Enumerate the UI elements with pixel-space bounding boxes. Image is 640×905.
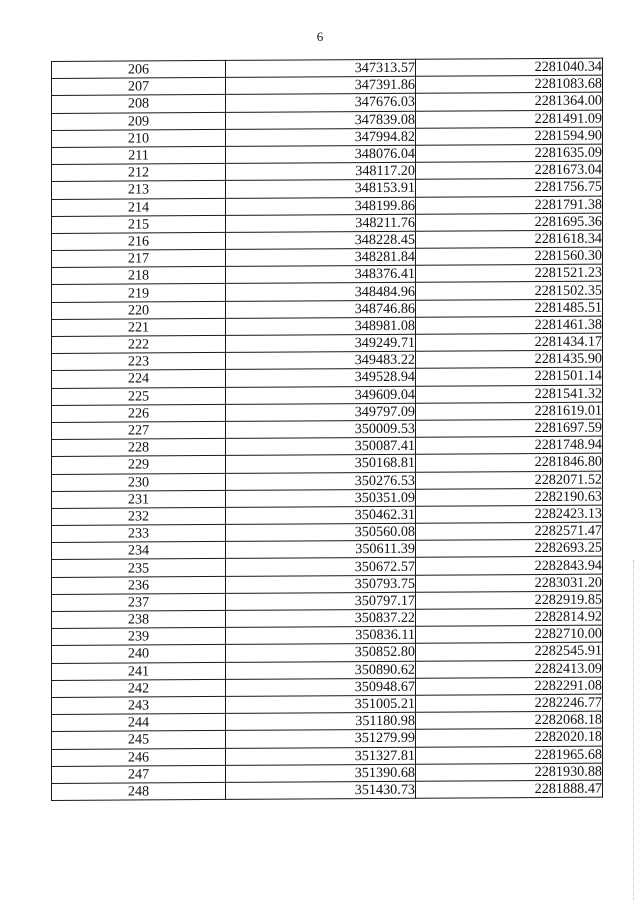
x-coordinate-cell: 350672.57 bbox=[226, 558, 416, 576]
x-coordinate-cell: 348228.45 bbox=[226, 231, 416, 249]
y-coordinate-cell: 2282190.63 bbox=[416, 488, 603, 506]
x-coordinate-cell: 351180.98 bbox=[226, 712, 416, 730]
x-coordinate-cell: 350276.53 bbox=[226, 472, 416, 490]
y-coordinate-cell: 2282068.18 bbox=[416, 711, 603, 729]
point-number-cell: 239 bbox=[52, 628, 226, 646]
x-coordinate-cell: 348981.08 bbox=[226, 317, 416, 335]
y-coordinate-cell: 2281502.35 bbox=[416, 282, 603, 300]
x-coordinate-cell: 348199.86 bbox=[226, 197, 416, 215]
y-coordinate-cell: 2281501.14 bbox=[416, 368, 603, 386]
y-coordinate-cell: 2281434.17 bbox=[416, 333, 603, 351]
point-number-cell: 217 bbox=[52, 249, 226, 267]
x-coordinate-cell: 348153.91 bbox=[226, 180, 416, 198]
y-coordinate-cell: 2281560.30 bbox=[416, 247, 603, 265]
x-coordinate-cell: 347313.57 bbox=[226, 59, 416, 77]
point-number-cell: 209 bbox=[52, 112, 226, 130]
y-coordinate-cell: 2281541.32 bbox=[416, 385, 603, 403]
point-number-cell: 243 bbox=[52, 696, 226, 714]
x-coordinate-cell: 347676.03 bbox=[226, 94, 416, 112]
y-coordinate-cell: 2281040.34 bbox=[416, 58, 603, 76]
y-coordinate-cell: 2281756.75 bbox=[416, 178, 603, 196]
x-coordinate-cell: 351430.73 bbox=[226, 781, 416, 799]
y-coordinate-cell: 2281965.68 bbox=[416, 746, 603, 764]
y-coordinate-cell: 2282919.85 bbox=[416, 591, 603, 609]
point-number-cell: 224 bbox=[52, 370, 226, 388]
x-coordinate-cell: 348117.20 bbox=[226, 162, 416, 180]
y-coordinate-cell: 2282843.94 bbox=[416, 557, 603, 575]
x-coordinate-cell: 348076.04 bbox=[226, 145, 416, 163]
y-coordinate-cell: 2281695.36 bbox=[416, 213, 603, 231]
page-number: 6 bbox=[316, 29, 324, 44]
point-number-cell: 211 bbox=[52, 146, 226, 164]
x-coordinate-cell: 347994.82 bbox=[226, 128, 416, 146]
point-number-cell: 213 bbox=[52, 181, 226, 199]
y-coordinate-cell: 2282413.09 bbox=[416, 660, 603, 678]
y-coordinate-cell: 2282693.25 bbox=[416, 539, 603, 557]
x-coordinate-cell: 350611.39 bbox=[226, 541, 416, 559]
point-number-cell: 241 bbox=[52, 662, 226, 680]
y-coordinate-cell: 2281846.80 bbox=[416, 453, 603, 471]
y-coordinate-cell: 2281491.09 bbox=[416, 110, 603, 128]
y-coordinate-cell: 2281083.68 bbox=[416, 75, 603, 93]
x-coordinate-cell: 349528.94 bbox=[226, 369, 416, 387]
point-number-cell: 218 bbox=[52, 267, 226, 285]
x-coordinate-cell: 350948.67 bbox=[226, 678, 416, 696]
y-coordinate-cell: 2281673.04 bbox=[416, 161, 603, 179]
point-number-cell: 227 bbox=[52, 421, 226, 439]
x-coordinate-cell: 349609.04 bbox=[226, 386, 416, 404]
point-number-cell: 244 bbox=[52, 714, 226, 732]
y-coordinate-cell: 2281364.00 bbox=[416, 93, 603, 111]
point-number-cell: 216 bbox=[52, 232, 226, 250]
point-number-cell: 235 bbox=[52, 559, 226, 577]
point-number-cell: 230 bbox=[52, 473, 226, 491]
x-coordinate-cell: 348281.84 bbox=[226, 248, 416, 266]
point-number-cell: 212 bbox=[52, 164, 226, 182]
y-coordinate-cell: 2281930.88 bbox=[416, 763, 603, 781]
point-number-cell: 245 bbox=[52, 731, 226, 749]
x-coordinate-cell: 350087.41 bbox=[226, 437, 416, 455]
x-coordinate-cell: 350560.08 bbox=[226, 523, 416, 541]
y-coordinate-cell: 2281635.09 bbox=[416, 144, 603, 162]
x-coordinate-cell: 347839.08 bbox=[226, 111, 416, 129]
x-coordinate-cell: 351390.68 bbox=[226, 764, 416, 782]
point-number-cell: 221 bbox=[52, 318, 226, 336]
x-coordinate-cell: 348484.96 bbox=[226, 283, 416, 301]
point-number-cell: 231 bbox=[52, 490, 226, 508]
y-coordinate-cell: 2281521.23 bbox=[416, 264, 603, 282]
y-coordinate-cell: 2281461.38 bbox=[416, 316, 603, 334]
scan-margin-artifact bbox=[632, 560, 634, 900]
point-number-cell: 242 bbox=[52, 679, 226, 697]
x-coordinate-cell: 350836.11 bbox=[226, 626, 416, 644]
x-coordinate-cell: 350797.17 bbox=[226, 592, 416, 610]
x-coordinate-cell: 351327.81 bbox=[226, 747, 416, 765]
y-coordinate-cell: 2281791.38 bbox=[416, 196, 603, 214]
x-coordinate-cell: 350890.62 bbox=[226, 661, 416, 679]
point-number-cell: 229 bbox=[52, 456, 226, 474]
y-coordinate-cell: 2282710.00 bbox=[416, 625, 603, 643]
x-coordinate-cell: 348746.86 bbox=[226, 300, 416, 318]
point-number-cell: 234 bbox=[52, 542, 226, 560]
point-number-cell: 238 bbox=[52, 610, 226, 628]
point-number-cell: 228 bbox=[52, 439, 226, 457]
point-number-cell: 236 bbox=[52, 576, 226, 594]
x-coordinate-cell: 350462.31 bbox=[226, 506, 416, 524]
point-number-cell: 226 bbox=[52, 404, 226, 422]
x-coordinate-cell: 350351.09 bbox=[226, 489, 416, 507]
coordinates-table bbox=[51, 58, 603, 801]
x-coordinate-cell: 348376.41 bbox=[226, 266, 416, 284]
point-number-cell: 223 bbox=[52, 353, 226, 371]
y-coordinate-cell: 2282814.92 bbox=[416, 608, 603, 626]
point-number-cell: 206 bbox=[52, 60, 226, 78]
y-coordinate-cell: 2282246.77 bbox=[416, 694, 603, 712]
x-coordinate-cell: 350009.53 bbox=[226, 420, 416, 438]
y-coordinate-cell: 2281485.51 bbox=[416, 299, 603, 317]
y-coordinate-cell: 2282291.08 bbox=[416, 677, 603, 695]
y-coordinate-cell: 2282071.52 bbox=[416, 471, 603, 489]
x-coordinate-cell: 350852.80 bbox=[226, 644, 416, 662]
point-number-cell: 215 bbox=[52, 215, 226, 233]
y-coordinate-cell: 2282571.47 bbox=[416, 522, 603, 540]
y-coordinate-cell: 2281619.01 bbox=[416, 402, 603, 420]
x-coordinate-cell: 350837.22 bbox=[226, 609, 416, 627]
point-number-cell: 208 bbox=[52, 95, 226, 113]
point-number-cell: 225 bbox=[52, 387, 226, 405]
point-number-cell: 246 bbox=[52, 748, 226, 766]
point-number-cell: 248 bbox=[52, 782, 226, 800]
y-coordinate-cell: 2281697.59 bbox=[416, 419, 603, 437]
y-coordinate-cell: 2282545.91 bbox=[416, 643, 603, 661]
y-coordinate-cell: 2281594.90 bbox=[416, 127, 603, 145]
x-coordinate-cell: 351279.99 bbox=[226, 730, 416, 748]
x-coordinate-cell: 351005.21 bbox=[226, 695, 416, 713]
y-coordinate-cell: 2281435.90 bbox=[416, 350, 603, 368]
x-coordinate-cell: 347391.86 bbox=[226, 76, 416, 94]
x-coordinate-cell: 349249.71 bbox=[226, 334, 416, 352]
y-coordinate-cell: 2281748.94 bbox=[416, 436, 603, 454]
x-coordinate-cell: 349483.22 bbox=[226, 351, 416, 369]
x-coordinate-cell: 350168.81 bbox=[226, 455, 416, 473]
table-row bbox=[52, 780, 603, 801]
coordinates-table-body bbox=[52, 58, 603, 800]
point-number-cell: 219 bbox=[52, 284, 226, 302]
point-number-cell: 237 bbox=[52, 593, 226, 611]
y-coordinate-cell: 2283031.20 bbox=[416, 574, 603, 592]
point-number-cell: 207 bbox=[52, 78, 226, 96]
y-coordinate-cell: 2281618.34 bbox=[416, 230, 603, 248]
point-number-cell: 232 bbox=[52, 507, 226, 525]
x-coordinate-cell: 349797.09 bbox=[226, 403, 416, 421]
point-number-cell: 214 bbox=[52, 198, 226, 216]
x-coordinate-cell: 348211.76 bbox=[226, 214, 416, 232]
x-coordinate-cell: 350793.75 bbox=[226, 575, 416, 593]
y-coordinate-cell: 2281888.47 bbox=[416, 780, 603, 798]
y-coordinate-cell: 2282423.13 bbox=[416, 505, 603, 523]
point-number-cell: 240 bbox=[52, 645, 226, 663]
point-number-cell: 222 bbox=[52, 335, 226, 353]
point-number-cell: 247 bbox=[52, 765, 226, 783]
point-number-cell: 220 bbox=[52, 301, 226, 319]
point-number-cell: 233 bbox=[52, 524, 226, 542]
y-coordinate-cell: 2282020.18 bbox=[416, 728, 603, 746]
point-number-cell: 210 bbox=[52, 129, 226, 147]
